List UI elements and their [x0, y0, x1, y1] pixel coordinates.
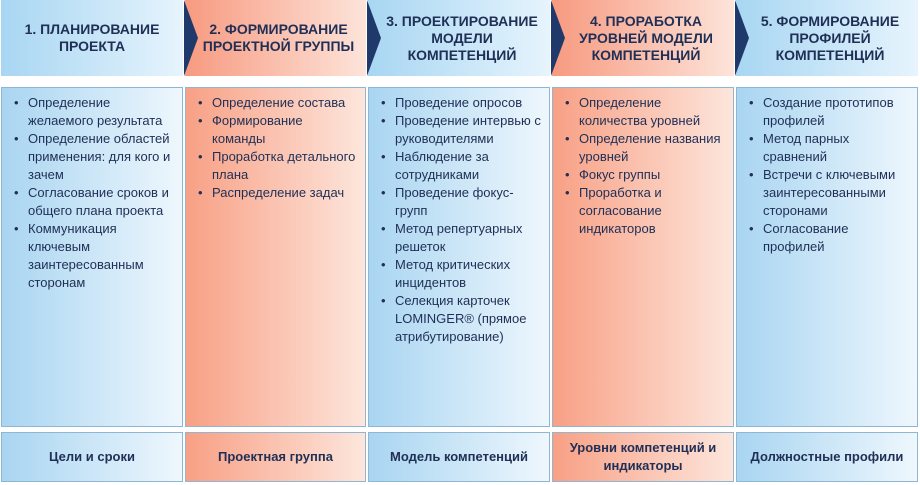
- list-item: • Коммуникация ключевым заинтересованным сторонам: [28, 220, 176, 292]
- list-item: • Определение названия уровней: [579, 130, 727, 166]
- stage-1-list: [8, 94, 176, 292]
- chevron-arrow-2: [367, 0, 381, 76]
- stage-2-list: [192, 94, 359, 202]
- stage-4-activities: [552, 87, 734, 427]
- stage-1-header: [1, 0, 183, 76]
- list-item: • Определение желаемого результата: [28, 94, 176, 130]
- stage-2-header: [185, 0, 366, 76]
- stage-2-result: [185, 432, 366, 482]
- list-item: • Проведение интервью с руководителями: [395, 112, 543, 148]
- list-item: • Проведение фокус-групп: [395, 184, 543, 220]
- stage-3-list: [375, 94, 543, 346]
- stage-1-result-label: Цели и сроки: [49, 449, 135, 464]
- stage-5-list: [743, 94, 911, 256]
- stage-2-activities: [185, 87, 366, 427]
- list-item: • Фокус группы: [579, 166, 727, 184]
- list-item: • Метод критических инцидентов: [395, 256, 543, 292]
- stage-2-title: 2. ФОРМИРОВАНИЕ ПРОЕКТНОЙ ГРУППЫ: [202, 21, 355, 54]
- list-item: • Определение состава: [212, 94, 359, 112]
- list-item: • Определение количества уровней: [579, 94, 727, 130]
- list-item: • Селекция карточек LOMINGER® (прямое атрибутирование): [395, 292, 543, 346]
- stage-5-title: 5. ФОРМИРОВАНИЕ ПРОФИЛЕЙ КОМПЕТЕНЦИЙ: [760, 12, 900, 63]
- list-item: • Формирование команды: [212, 112, 359, 148]
- list-item: • Метод репертуарных решеток: [395, 220, 543, 256]
- stage-5-header: [736, 0, 918, 76]
- stage-3-result-label: Модель компетенций: [390, 449, 528, 464]
- list-item: • Проведение опросов: [395, 94, 543, 112]
- stage-2-result-label: Проектная группа: [218, 449, 333, 464]
- stage-3-header: [368, 0, 550, 76]
- chevron-arrow-4: [735, 0, 749, 76]
- chevron-arrow-3: [551, 0, 565, 76]
- chevron-arrow-1: [184, 0, 198, 76]
- list-item: • Проработка и согласование индикаторов: [579, 184, 727, 238]
- list-item: • Согласование профилей: [763, 220, 911, 256]
- stage-4-result-label: Уровни компетенций и индикаторы: [569, 440, 717, 473]
- stage-3-activities: [368, 87, 550, 427]
- stage-4-result: [552, 432, 734, 482]
- stage-3-result: [368, 432, 550, 482]
- stage-1-activities: [1, 87, 183, 427]
- list-item: • Создание прототипов профилей: [763, 94, 911, 130]
- list-item: • Определение областей применения: для кого и зачем: [28, 130, 176, 184]
- list-item: • Наблюдение за сотрудниками: [395, 148, 543, 184]
- stage-1-title: 1. ПЛАНИРОВАНИЕ ПРОЕКТА: [24, 21, 160, 54]
- stage-4-title: 4. ПРОРАБОТКА УРОВНЕЙ МОДЕЛИ КОМПЕТЕНЦИЙ: [579, 12, 713, 63]
- stage-5-result: [736, 432, 918, 482]
- stage-4-header: [552, 0, 734, 76]
- stage-1-result: [1, 432, 183, 482]
- stage-5-result-label: Должностные профили: [750, 449, 904, 464]
- stage-5-activities: [736, 87, 918, 427]
- list-item: • Распределение задач: [212, 184, 359, 202]
- list-item: • Встречи с ключевыми заинтересованными сторонами: [763, 166, 911, 220]
- list-item: • Согласование сроков и общего плана проекта: [28, 184, 176, 220]
- list-item: • Проработка детального плана: [212, 148, 359, 184]
- stage-3-title: 3. ПРОЕКТИРОВАНИЕ МОДЕЛИ КОМПЕТЕНЦИЙ: [386, 12, 538, 63]
- stage-4-list: [559, 94, 727, 238]
- list-item: • Метод парных сравнений: [763, 130, 911, 166]
